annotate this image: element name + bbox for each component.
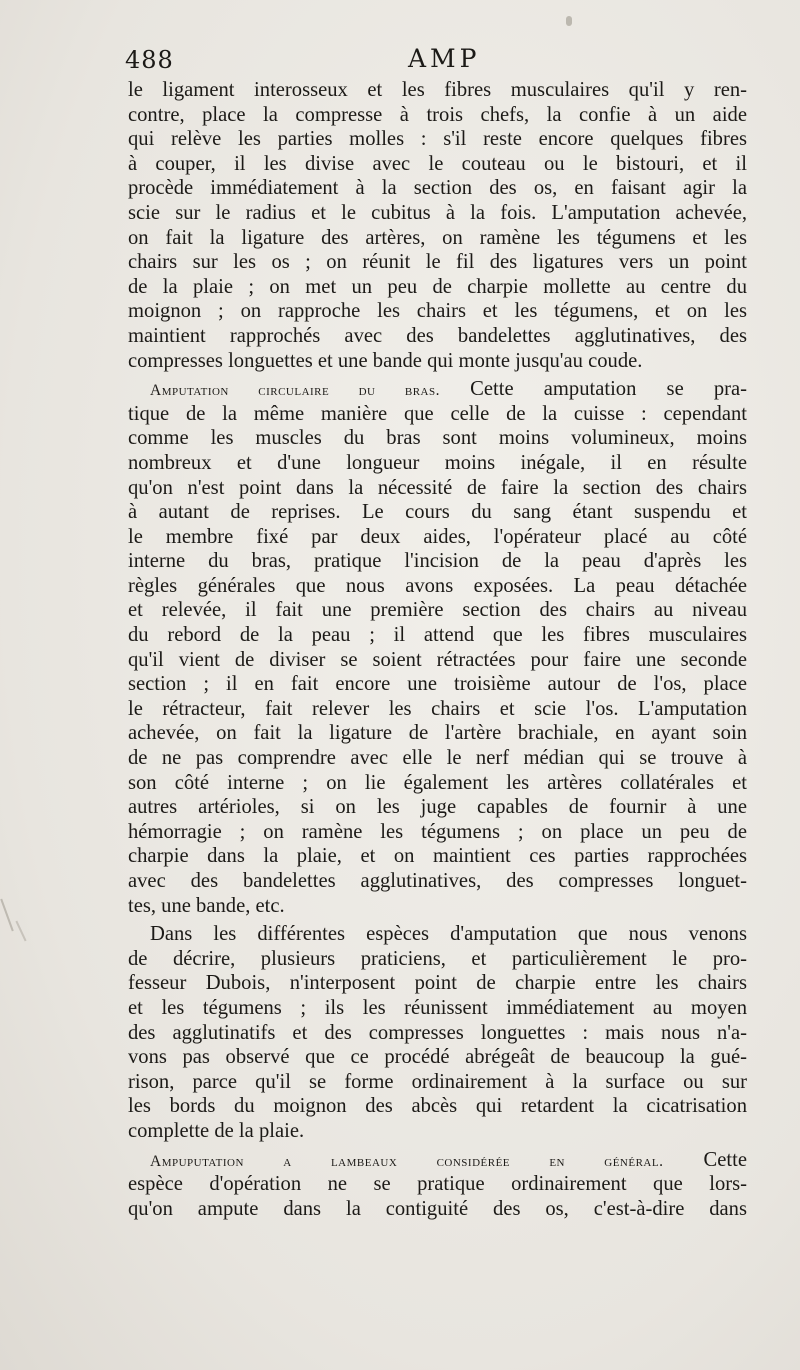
section-heading: Amputation circulaire du bras. [150,382,440,400]
text-line: hémorragie ; on ramène les tégumens ; on place un peu de [128,820,747,843]
section-heading: Ampuputation a lambeaux considérée en général. [150,1152,664,1170]
text-line: Dans les différentes espèces d'amputation que nous venons [150,923,747,946]
text-line: charpie dans la plaie, et on maintient ces parties rapprochées [128,845,747,868]
text-line: qui relève les parties molles : s'il reste encore quelques fibres [128,128,747,151]
text-line: moignon ; on rapproche les chairs et les tégumens, et on les [128,300,747,323]
text-line: tes, une bande, etc. [128,894,285,917]
text-line: interne du bras, pratique l'incision de la peau d'après les [128,550,747,573]
text-run: Cette amputation se pra- [440,378,748,401]
text-line: espèce d'opération ne se pratique ordinairement que lors- [128,1173,747,1196]
paragraph-3 [128,922,747,1143]
edge-tick [0,899,14,932]
text-line: complette de la plaie. [128,1119,305,1142]
text-line: son côté interne ; on lie également les artères collatérales et [128,771,747,794]
text-line: le ligament interosseux et les fibres musculaires qu'il y ren- [128,79,747,101]
text-line: compresses longuettes et une bande qui monte jusqu'au coude. [128,349,643,372]
text-line: à autant de reprises. Le cours du sang étant suspendu et [128,501,747,524]
text-line: on fait la ligature des artères, on ramène les tégumens et les [128,226,747,249]
text-line: comme les muscles du bras sont moins volumineux, moins [128,427,747,450]
text-line: vons pas observé que ce procédé abrégeât de beaucoup la gué- [128,1046,747,1069]
text-line: le rétracteur, fait relever les chairs et scie l'os. L'amputation [128,697,747,720]
text-line: scie sur le radius et le cubitus à la fois. L'amputation achevée, [128,201,747,224]
page-number: 488 [125,46,174,74]
text-line: procède immédiatement à la section des os, en faisant agir la [128,177,747,200]
text-line: les bords du moignon des abcès qui retardent la cicatrisation [128,1095,747,1118]
text-line: section ; il en fait encore une troisième autour de l'os, place [128,673,747,696]
text-line: rison, parce qu'il se forme ordinairement à la surface ou sur [128,1070,747,1093]
text-line: règles générales que nous avons exposées. La peau détachée [128,574,747,597]
page-body [128,78,747,1221]
page-header [0,44,800,80]
text-line: le membre fixé par deux aides, l'opérateur placé au côté [128,525,747,548]
paragraph-2 [128,377,747,918]
text-line: de la plaie ; on met un peu de charpie mollette au centre du [128,275,747,298]
paragraph-1 [128,78,747,373]
text-run: Cette [663,1148,748,1171]
text-line: fesseur Dubois, n'interposent point de charpie entre les chairs [128,972,747,995]
text-line: du rebord de la peau ; il attend que les fibres musculaires [128,624,747,647]
text-line: et les tégumens ; ils les réunissent immédiatement au moyen [128,996,747,1019]
running-head: AMP [408,44,481,73]
text-line: qu'on n'est point dans la nécessité de faire la section des chairs [128,476,747,499]
text-line [128,377,747,402]
paragraph-4 [128,1148,747,1222]
text-line: des agglutinatifs et des compresses longuettes : mais nous n'a- [128,1021,747,1044]
edge-stain [566,16,572,26]
text-line: chairs sur les os ; on réunit le fil des ligatures vers un point [128,251,747,274]
text-line: qu'on ampute dans la contiguité des os, c'est-à-dire dans [128,1197,747,1220]
text-line: à couper, il les divise avec le couteau ou le bistouri, et il [128,152,747,175]
text-line: autres artérioles, si on les juge capables de fournir à une [128,796,747,819]
text-line: nombreux et d'une longueur moins inégale, il en résulte [128,451,747,474]
text-line [128,1148,747,1173]
text-line: achevée, on fait la ligature de l'artère brachiale, en ayant soin [128,722,747,745]
text-line: maintient rapprochés avec des bandelettes agglutinatives, des [128,324,747,347]
edge-tick [15,921,26,942]
text-line: de ne pas comprendre avec elle le nerf médian qui se trouve à [128,747,747,770]
text-line: et relevée, il fait une première section des chairs au niveau [128,599,747,622]
text-line: tique de la même manière que celle de la cuisse : cependant [128,402,747,425]
text-line: de décrire, plusieurs praticiens, et particulièrement le pro- [128,947,747,970]
text-line: qu'il vient de diviser se soient rétractées pour faire une seconde [128,648,747,671]
text-line: avec des bandelettes agglutinatives, des compresses longuet- [128,870,747,892]
text-line: contre, place la compresse à trois chefs, la confie à un aide [128,103,747,126]
